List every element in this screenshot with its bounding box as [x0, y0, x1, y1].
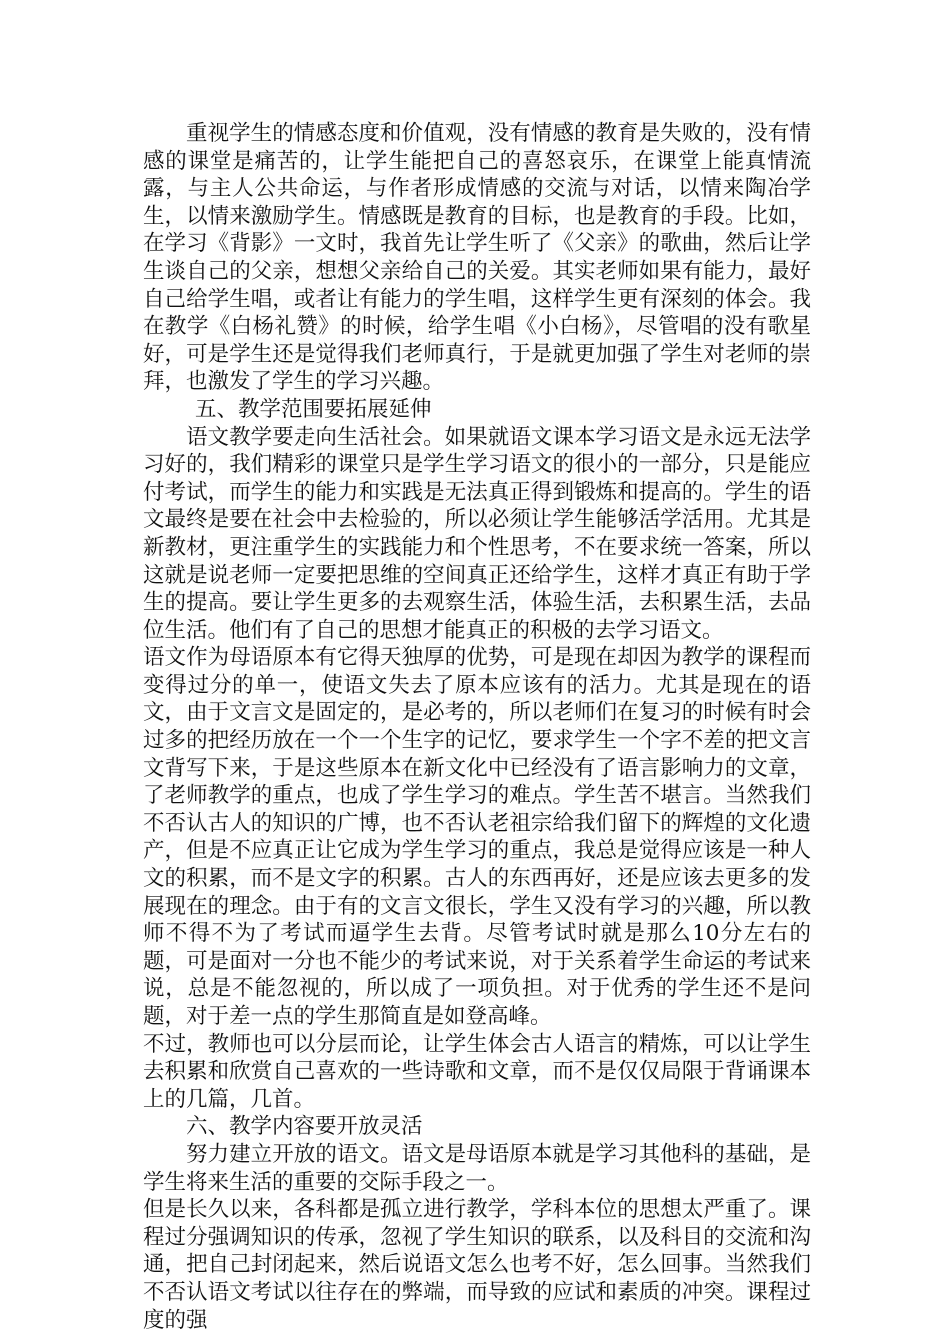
paragraph-layered-teaching: 不过，教师也可以分层而论，让学生体会古人语言的精炼，可以让学生去积累和欣赏自己喜欢的一些诗歌和文章，而不是仅仅局限于背诵课本上的几篇，几首。 [143, 1031, 811, 1112]
paragraph-emotion: 重视学生的情感态度和价值观，没有情感的教育是失败的，没有情感的课堂是痛苦的，让学生能把自己的喜怒哀乐，在课堂上能真情流露，与主人公共命运，与作者形成情感的交流与对话，以情来陶冶学生，以情来激励学生。情感既是教育的目标，也是教育的手段。比如，在学习《背影》一文时，我首先让学生听了《父亲》的歌曲，然后让学生谈自己的父亲，想想父亲给自己的关爱。其实老师如果有能力，最好自己给学生唱，或者让有能力的学生唱，这样学生更有深刻的体会。我在教学《白杨礼赞》的时候，给学生唱《小白杨》，尽管唱的没有歌星好，可是学生还是觉得我们老师真行，于是就更加强了学生对老师的崇拜，也激发了学生的学习兴趣。 [143, 121, 811, 395]
paragraph-life-society: 语文教学要走向生活社会。如果就语文课本学习语文是永远无法学习好的，我们精彩的课堂只是学生学习语文的很小的一部分，只是能应付考试，而学生的能力和实践是无法真正得到锻炼和提高的。学生的语文最终是要在社会中去检验的，所以必须让学生能够活学活用。尤其是新教材，更注重学生的实践能力和个性思考，不在要求统一答案，所以这就是说老师一定要把思维的空间真正还给学生，这样才真正有助于学生的提高。要让学生更多的去观察生活，体验生活，去积累生活，去品位生活。他们有了自己的思想才能真正的积极的去学习语文。 [143, 424, 811, 643]
section-heading-five: 五、教学范围要拓展延伸 [195, 396, 432, 422]
section-heading-six: 六、教学内容要开放灵活 [186, 1114, 423, 1140]
document-page [143, 120, 811, 1334]
paragraph-classical-chinese: 语文作为母语原本有它得天独厚的优势，可是现在却因为教学的课程而变得过分的单一，使语文失去了原本应该有的活力。尤其是现在的语文，由于文言文是固定的，是必考的，所以老师们在复习的时候有时会过多的把经历放在一个一个生字的记忆，要求学生一个字不差的把文言文背写下来，于是这些原本在新文化中已经没有了语言影响力的文章，了老师教学的重点，也成了学生学习的难点。学生苦不堪言。当然我们不否认古人的知识的广博，也不否认老祖宗给我们留下的辉煌的文化遗产，但是不应真正让它成为学生学习的重点，我总是觉得应该是一种人文的积累，而不是文字的积累。古人的东西再好，还是应该去更多的发展现在的理念。由于有的文言文很长，学生又没有学习的兴趣，所以教师不得不为了考试而逼学生去背。尽管考试时就是那么10分左右的题，可是面对一分也不能少的考试来说，对于关系着学生命运的考试来说，总是不能忽视的，所以成了一项负担。对于优秀的学生还不是问题，对于差一点的学生那简直是如登高峰。 [143, 645, 811, 1029]
paragraph-isolated-teaching: 但是长久以来，各科都是孤立进行教学，学科本位的思想太严重了。课程过分强调知识的传承，忽视了学生知识的联系，以及科目的交流和沟通，把自己封闭起来，然后说语文怎么也考不好，怎么回事。当然我们不否认语文考试以往存在的弊端，而导致的应试和素质的冲突。课程过度的强 [143, 1197, 811, 1333]
paragraph-open-chinese: 努力建立开放的语文。语文是母语原本就是学习其他科的基础，是学生将来生活的重要的交际手段之一。 [143, 1141, 811, 1195]
